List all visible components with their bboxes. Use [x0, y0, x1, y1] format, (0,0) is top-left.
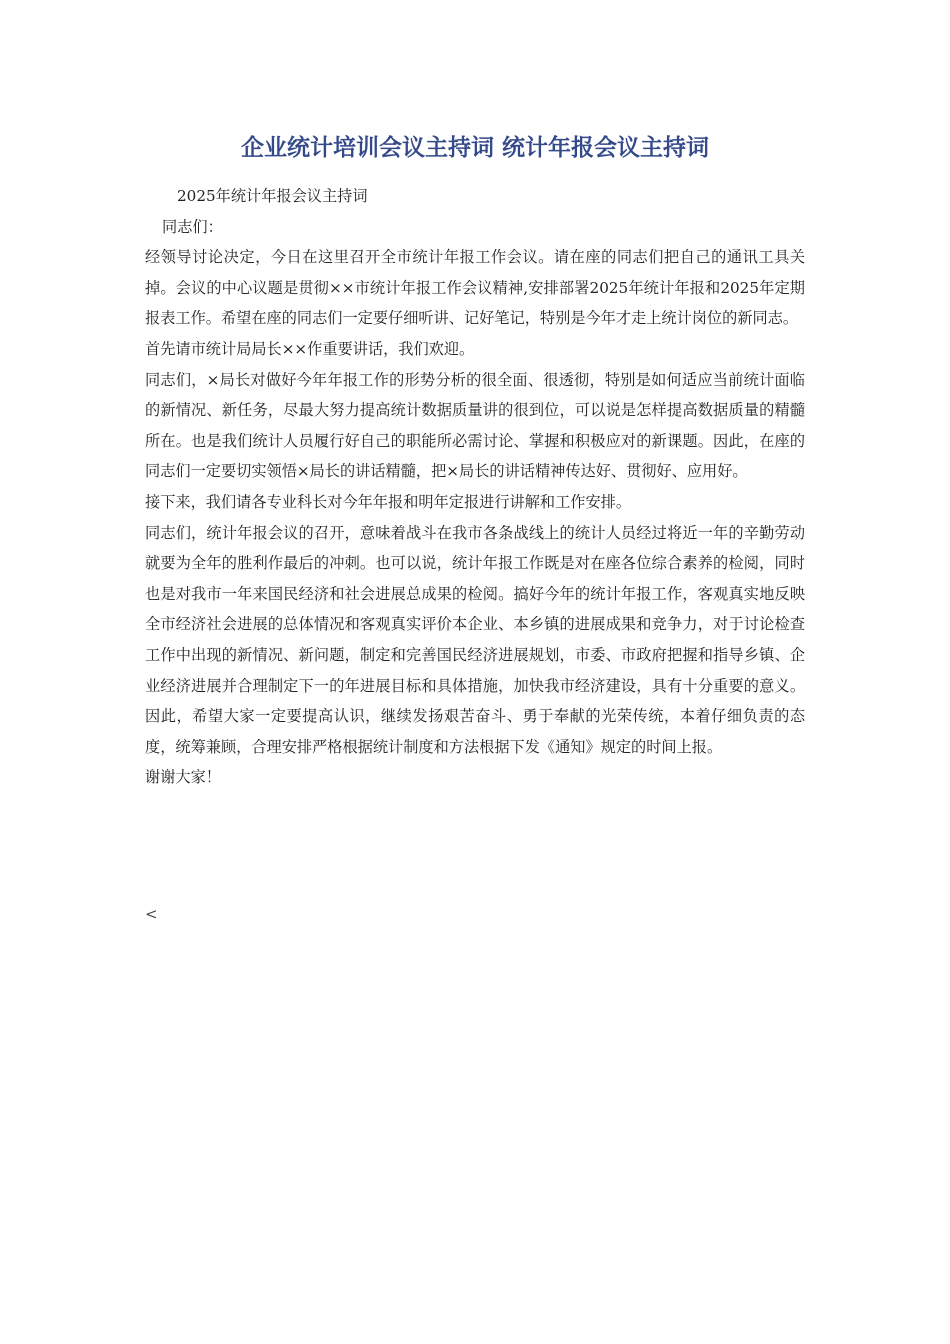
- document-subtitle: 2025年统计年报会议主持词: [177, 187, 368, 205]
- trailing-mark: <: [145, 905, 158, 923]
- paragraph-2: 首先请市统计局局长××作重要讲话，我们欢迎。: [145, 339, 475, 358]
- paragraph-1: 经领导讨论决定，今日在这里召开全市统计年报工作会议。请在座的同志们把自己的通讯工具关掉。会议的中心议题是贯彻××市统计年报工作会议精神,安排部署2025年统计年报和2025年定期报表工作。希望在座的同志们一定要仔细听讲、记好笔记，特别是今年才走上统计岗位的新同志。: [145, 248, 805, 328]
- paragraph-4: 接下来，我们请各专业科长对今年年报和明年定报进行讲解和工作安排。: [145, 492, 631, 511]
- salutation: 同志们：: [162, 217, 223, 236]
- closing-line: 谢谢大家！: [145, 768, 221, 787]
- document-body: [145, 181, 805, 793]
- document-title: 企业统计培训会议主持词 统计年报会议主持词: [240, 135, 709, 161]
- paragraph-5: 同志们，统计年报会议的召开，意味着战斗在我市各条战线上的统计人员经过将近一年的辛勤劳动就要为全年的胜利作最后的冲刺。也可以说，统计年报工作既是对在座各位综合素养的检阅，同时也是对我市一年来国民经济和社会进展总成果的检阅。搞好今年的统计年报工作，客观真实地反映全市经济社会进展的总体情况和客观真实评价本企业、本乡镇的进展成果和竞争力，对于讨论检查工作中出现的新情况、新问题，制定和完善国民经济进展规划，市委、市政府把握和指导乡镇、企业经济进展并合理制定下一的年进展目标和具体措施，加快我市经济建设，具有十分重要的意义。因此，希望大家一定要提高认识，继续发扬艰苦奋斗、勇于奉献的光荣传统，本着仔细负责的态度，统筹兼顾，合理安排严格根据统计制度和方法根据下发《通知》规定的时间上报。: [145, 523, 805, 756]
- paragraph-3: 同志们，×局长对做好今年年报工作的形势分析的很全面、很透彻，特别是如何适应当前统计面临的新情况、新任务，尽最大努力提高统计数据质量讲的很到位，可以说是怎样提高数据质量的精髓所在。也是我们统计人员履行好自己的职能所必需讨论、掌握和积极应对的新课题。因此，在座的同志们一定要切实领悟×局长的讲话精髓，把×局长的讲话精神传达好、贯彻好、应用好。: [145, 370, 805, 481]
